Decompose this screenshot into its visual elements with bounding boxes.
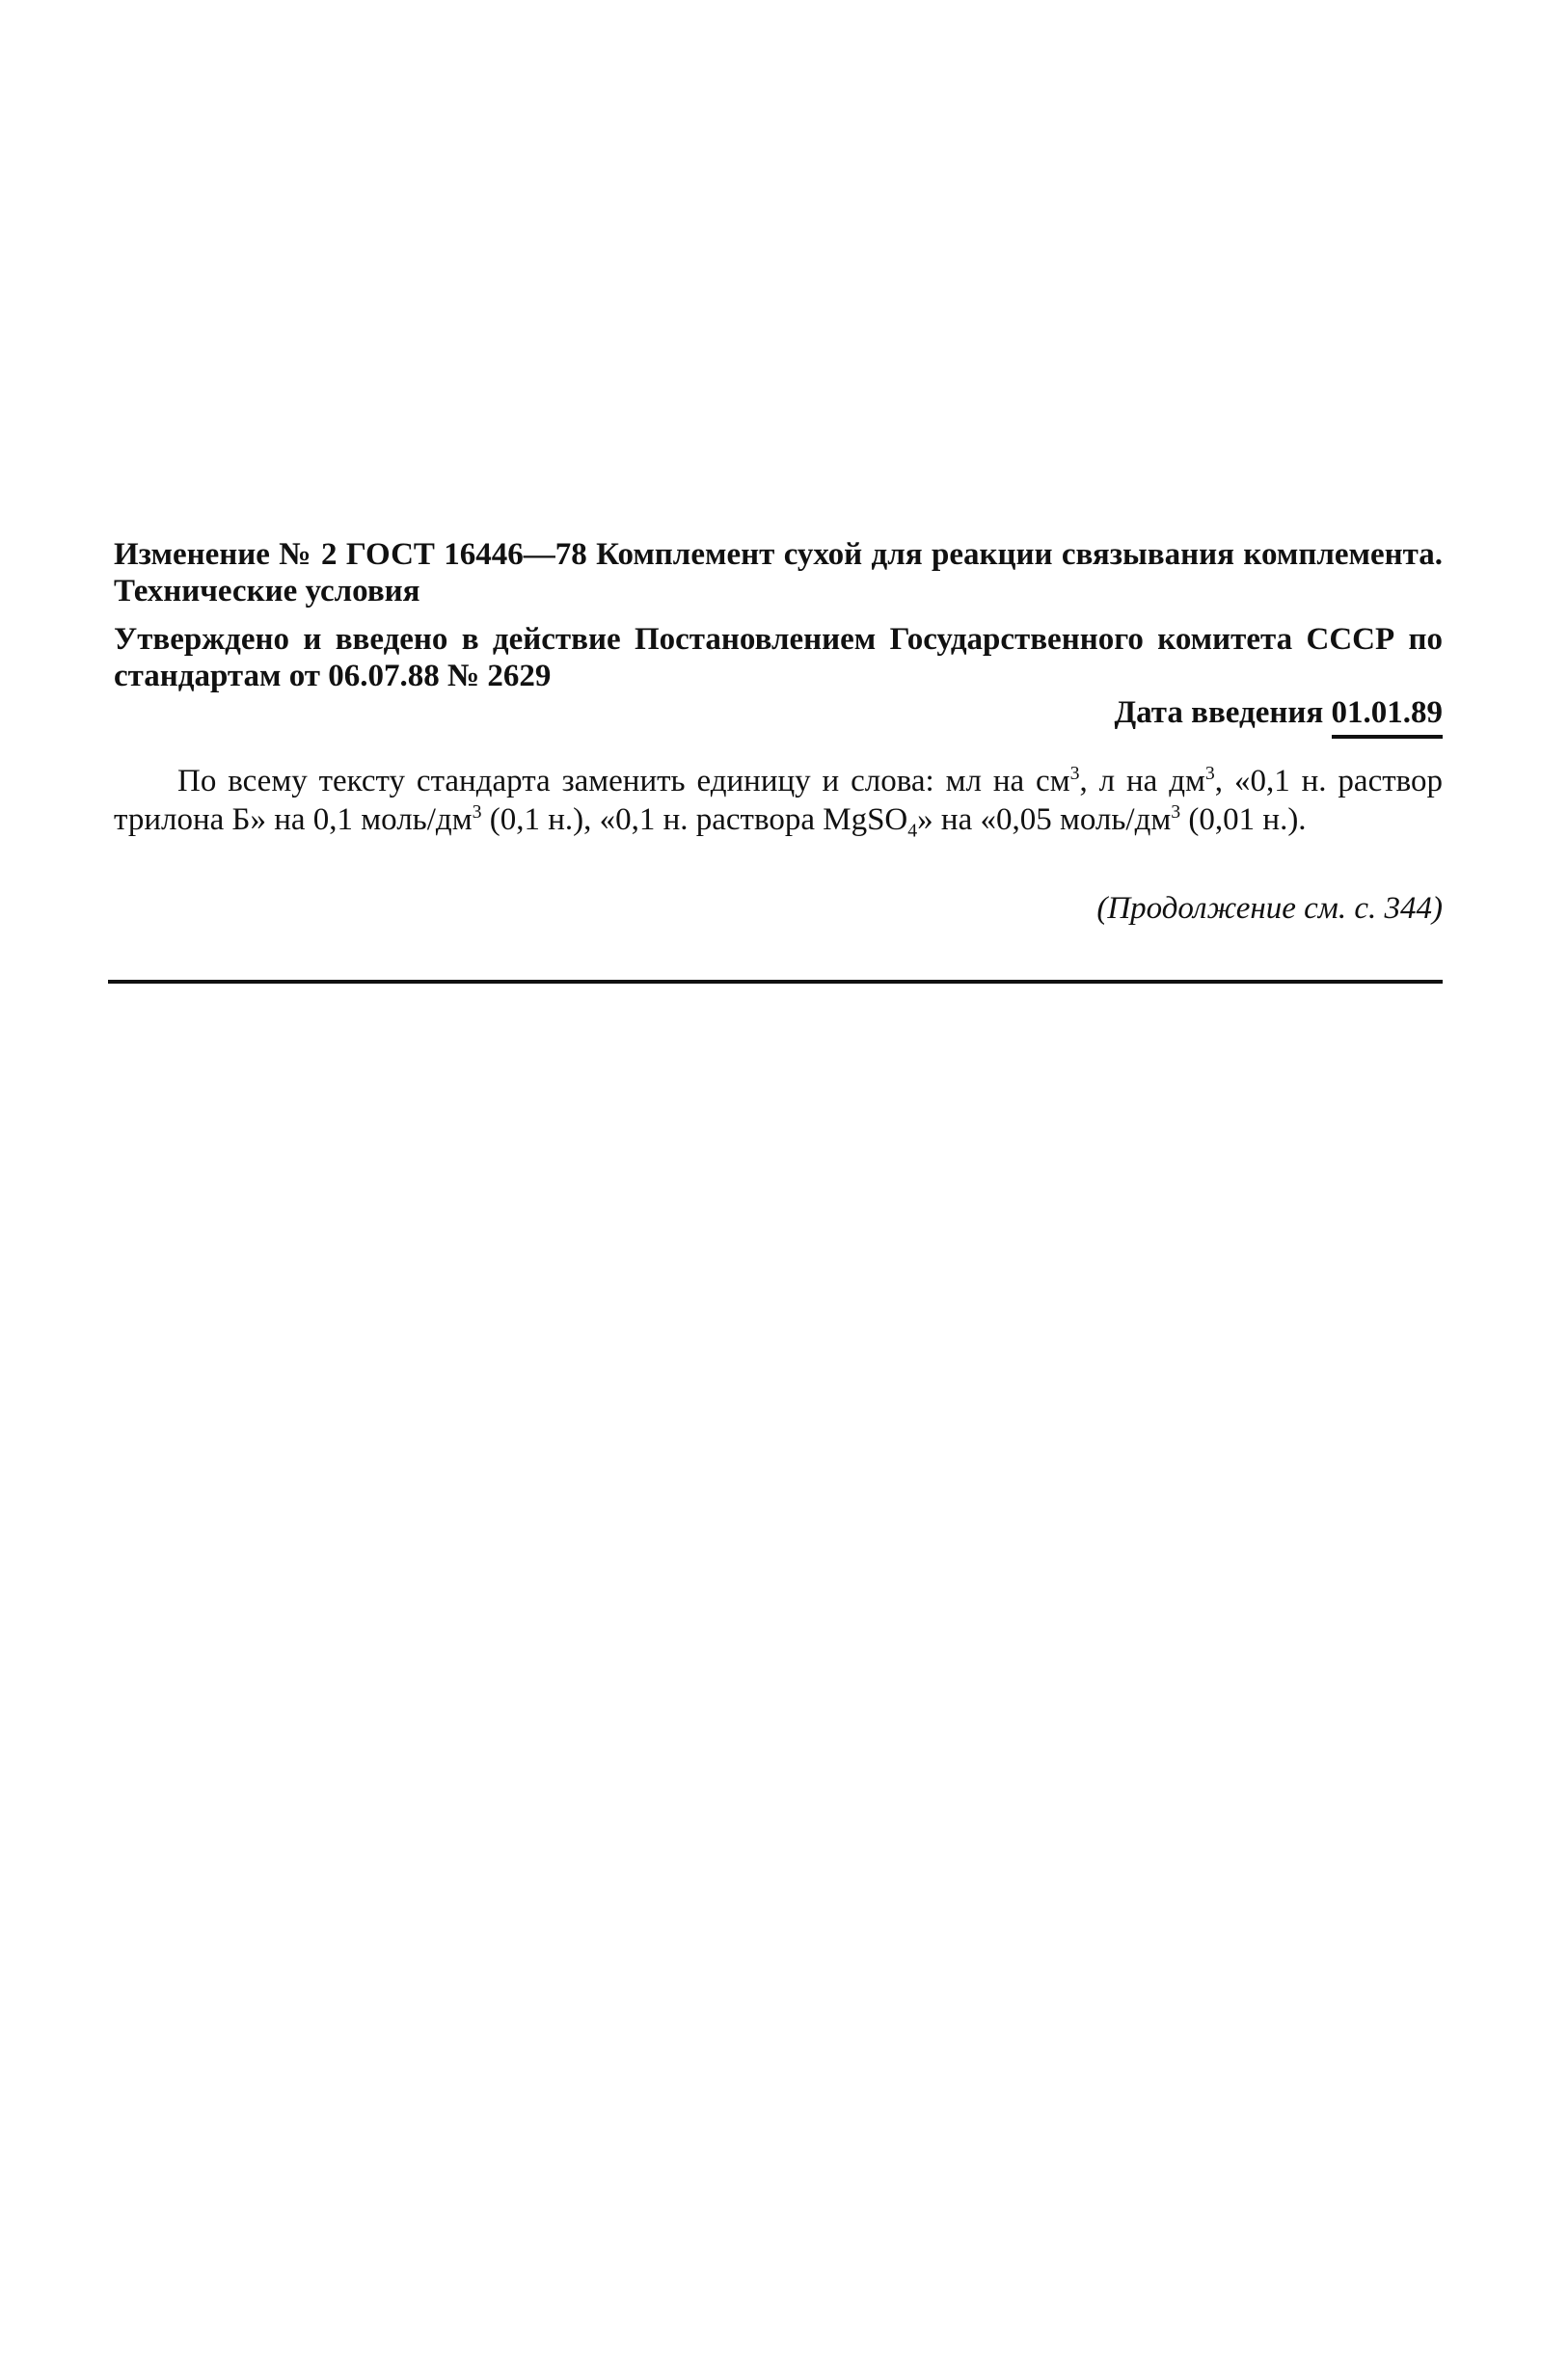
- body-text-3: , «0,1 н. раствор трилона Б» на 0,1 моль/дм: [114, 764, 1443, 837]
- amendment-title: Изменение № 2 ГОСТ 16446—78 Комплемент сухой для реакции связывания комплемента. Технические условия: [114, 537, 1443, 609]
- body-text-6: (0,01 н.).: [1180, 802, 1307, 837]
- approval-statement: Утверждено и введено в действие Постановлением Государственного комитета СССР по стандартам от 06.07.88 № 2629: [114, 622, 1443, 693]
- superscript-3: 3: [472, 801, 482, 823]
- subscript-1: 4: [907, 820, 918, 842]
- introduction-date-label: Дата введения: [1114, 695, 1332, 730]
- body-text-5: » на «0,05 моль/дм: [917, 802, 1172, 837]
- superscript-2: 3: [1204, 763, 1215, 784]
- continuation-note: (Продолжение см. с. 344): [1096, 891, 1443, 926]
- introduction-date: [1114, 694, 1443, 739]
- superscript-1: 3: [1069, 763, 1080, 784]
- approval-block: [114, 621, 1443, 694]
- body-text-2: , л на дм: [1079, 764, 1205, 798]
- introduction-date-value: 01.01.89: [1332, 694, 1444, 739]
- body-text-4: (0,1 н.), «0,1 н. раствора MgSO: [481, 802, 908, 837]
- horizontal-rule: [108, 980, 1443, 984]
- amendment-body-paragraph: [114, 762, 1443, 842]
- body-text-1: По всему тексту стандарта заменить единицу и слова: мл на см: [177, 764, 1070, 798]
- superscript-4: 3: [1171, 801, 1181, 823]
- amendment-title-block: [114, 536, 1443, 609]
